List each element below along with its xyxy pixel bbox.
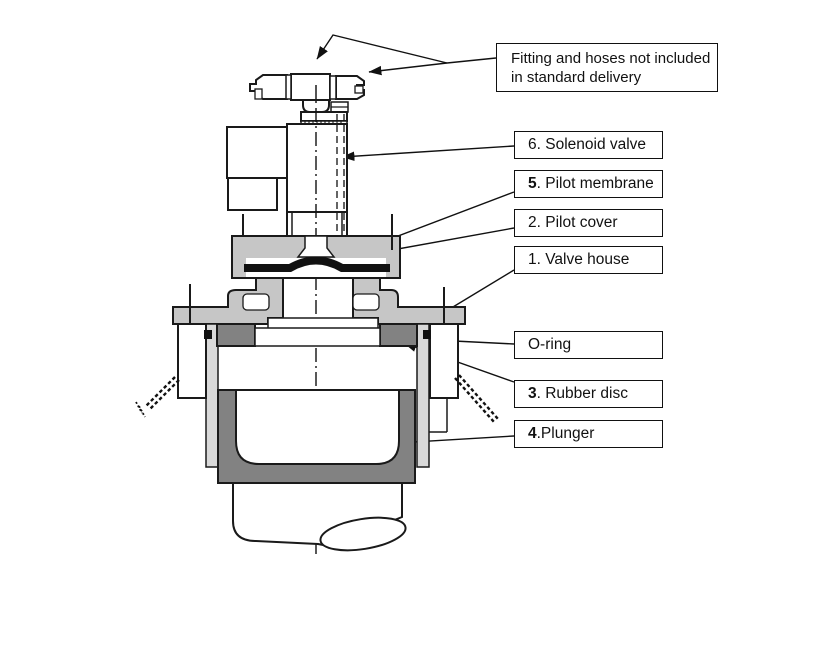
label-box-rubber-disc: [514, 380, 663, 408]
leader-fitting-b: [317, 35, 447, 63]
seat-bore: [255, 328, 380, 346]
label-box-o-ring: [514, 331, 663, 359]
break-hatch-right: [455, 375, 498, 422]
outer-wall-left: [178, 324, 206, 398]
plunger-cavity: [236, 390, 399, 464]
label-text: . Rubber disc: [536, 385, 628, 402]
solenoid-tube: [287, 124, 347, 212]
rubber-disc-left: [217, 324, 255, 346]
label-text: . Pilot membrane: [536, 175, 654, 192]
fitting-left-notch: [255, 89, 262, 99]
fitting-body: [291, 74, 330, 100]
leader-solenoid-valve: [342, 146, 514, 157]
break-hatch-left: [136, 377, 179, 417]
label-box-pilot-cover: [514, 209, 663, 237]
fitting-union-right: [330, 76, 336, 99]
plunger-part: [218, 390, 415, 483]
lower-cylinder: [233, 483, 408, 556]
rubber-disc-right: [380, 324, 417, 346]
spring-pocket-left: [243, 294, 269, 310]
guide-strip-right: [417, 324, 429, 467]
label-number: 3: [528, 385, 537, 402]
spring-pocket-right: [353, 294, 379, 310]
t-fitting: [250, 74, 364, 129]
o-ring-left: [204, 330, 212, 339]
label-box-pilot-membrane: [514, 170, 663, 198]
coil-housing-lower: [228, 178, 277, 210]
outer-wall-right: [430, 324, 458, 398]
label-text: O-ring: [528, 336, 572, 353]
label-number: 4: [528, 425, 537, 442]
label-box-plunger: [514, 420, 663, 448]
o-ring-right: [423, 330, 431, 339]
label-text: .Plunger: [536, 425, 595, 442]
coil-housing-upper: [227, 127, 287, 178]
label-text: 1. Valve house: [528, 251, 630, 268]
leader-valve-house: [448, 270, 514, 310]
fitting-right-notch: [355, 86, 363, 93]
fitting-collar: [301, 112, 347, 121]
label-number: 5: [528, 175, 537, 192]
fitting-union-left: [286, 75, 291, 99]
label-box-valve-house: [514, 246, 663, 274]
label-box-solenoid-valve: [514, 131, 663, 159]
label-text: 6. Solenoid valve: [528, 136, 647, 153]
note-box-fitting-hoses: Fitting and hoses not included in standard delivery: [496, 43, 718, 92]
label-text: 2. Pilot cover: [528, 214, 618, 231]
solenoid-valve-part: [227, 124, 347, 236]
